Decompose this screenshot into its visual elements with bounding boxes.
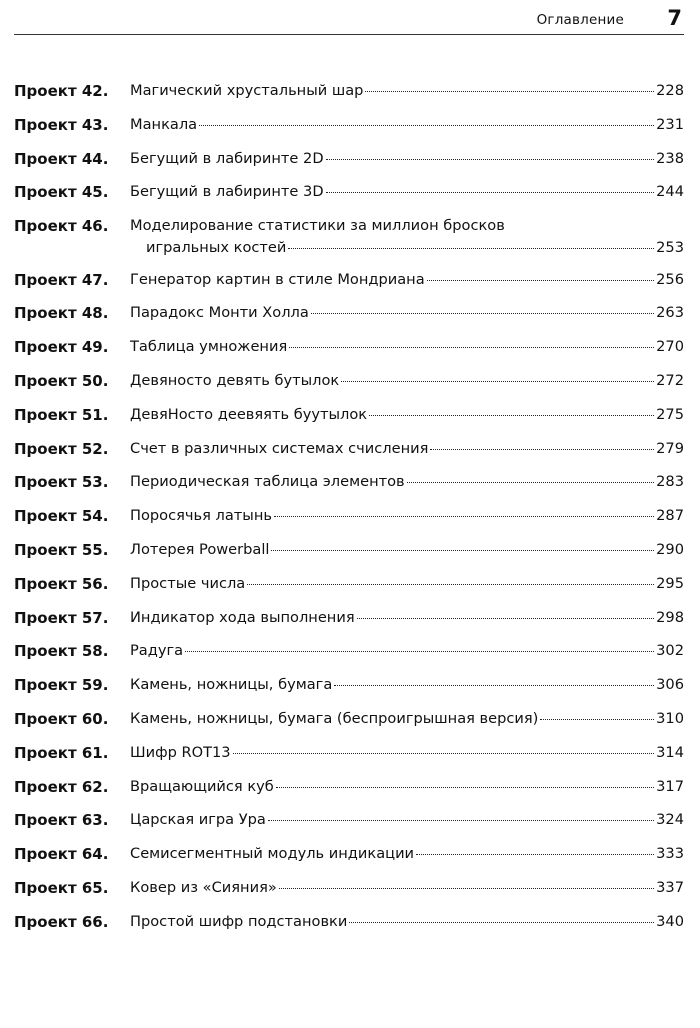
project-number: Проект 59. [14, 676, 109, 695]
entry-page-number: 283 [656, 473, 684, 491]
entry-title: Генератор картин в стиле Мондриана [130, 270, 425, 288]
toc-entry[interactable] [14, 708, 684, 730]
toc-entry[interactable] [14, 539, 684, 561]
dot-leader [247, 584, 654, 585]
dot-leader [430, 449, 654, 450]
entry-page-number: 270 [656, 338, 684, 356]
toc-entry[interactable] [14, 438, 684, 460]
toc-entry[interactable] [14, 776, 684, 798]
entry-page-number: 298 [656, 608, 684, 626]
entry-page-number: 238 [656, 149, 684, 167]
project-number: Проект 62. [14, 777, 109, 796]
entry-title: Счет в различных системах счисления [130, 439, 429, 457]
entry-page-number: 290 [656, 541, 684, 559]
dot-leader [341, 381, 654, 382]
entry-title: Бегущий в лабиринте 3D [130, 183, 324, 201]
dot-leader [276, 787, 654, 788]
project-number: Проект 60. [14, 710, 109, 729]
toc-entry[interactable] [14, 215, 684, 259]
dot-leader [268, 820, 654, 821]
toc-entry[interactable] [14, 471, 684, 493]
dot-leader [185, 651, 654, 652]
entry-page-number: 340 [656, 912, 684, 930]
entry-title-continuation: игральных костей [146, 239, 287, 257]
toc-entry[interactable] [14, 181, 684, 203]
project-number: Проект 48. [14, 304, 109, 323]
toc-entry[interactable] [14, 302, 684, 324]
toc-entry[interactable] [14, 80, 684, 102]
page-number: 7 [667, 6, 682, 30]
entry-title: Моделирование статистики за миллион бросков [130, 217, 505, 235]
dot-leader [357, 618, 655, 619]
entry-title: Простые числа [130, 574, 246, 592]
entry-title: Манкала [130, 115, 198, 133]
entry-page-number: 310 [656, 710, 684, 728]
toc-entry[interactable] [14, 505, 684, 527]
toc-entry[interactable] [14, 809, 684, 831]
toc-entry[interactable] [14, 911, 684, 933]
entry-title: Девяносто девять бутылок [130, 372, 340, 390]
toc-entry[interactable] [14, 877, 684, 899]
entry-page-number: 231 [656, 115, 684, 133]
dot-leader [288, 248, 654, 249]
entry-page-number: 279 [656, 439, 684, 457]
toc-entry[interactable] [14, 336, 684, 358]
dot-leader [369, 415, 654, 416]
entry-title: Индикатор хода выполнения [130, 608, 355, 626]
entry-page-number: 337 [656, 879, 684, 897]
entry-title: ДевяНосто деевяять буутылок [130, 405, 368, 423]
project-number: Проект 57. [14, 608, 109, 627]
project-number: Проект 64. [14, 845, 109, 864]
entry-title: Таблица умножения [130, 338, 288, 356]
dot-leader [334, 685, 654, 686]
dot-leader [427, 280, 654, 281]
entry-title: Простой шифр подстановки [130, 912, 348, 930]
entry-page-number: 253 [656, 239, 684, 257]
project-number: Проект 46. [14, 217, 109, 236]
entry-title: Лотерея Powerball [130, 541, 270, 559]
toc-entry[interactable] [14, 148, 684, 170]
entry-page-number: 272 [656, 372, 684, 390]
toc-entry[interactable] [14, 114, 684, 136]
entry-title: Семисегментный модуль индикации [130, 845, 415, 863]
entry-page-number: 324 [656, 811, 684, 829]
entry-page-number: 317 [656, 777, 684, 795]
table-of-contents [14, 80, 684, 945]
dot-leader [365, 91, 654, 92]
entry-title: Радуга [130, 642, 184, 660]
dot-leader [199, 125, 654, 126]
dot-leader [311, 313, 654, 314]
entry-title: Парадокс Монти Холла [130, 304, 309, 322]
toc-entry[interactable] [14, 607, 684, 629]
project-number: Проект 52. [14, 439, 109, 458]
project-number: Проект 42. [14, 82, 109, 100]
entry-title: Камень, ножницы, бумага (беспроигрышная версия) [130, 710, 539, 728]
entry-title: Бегущий в лабиринте 2D [130, 149, 324, 167]
entry-title: Ковер из «Сияния» [130, 879, 277, 897]
dot-leader [289, 347, 654, 348]
dot-leader [540, 719, 654, 720]
project-number: Проект 58. [14, 642, 109, 661]
dot-leader [271, 550, 654, 551]
entry-title: Вращающийся куб [130, 777, 274, 795]
page-header [14, 0, 684, 35]
dot-leader [416, 854, 654, 855]
entry-page-number: 333 [656, 845, 684, 863]
project-number: Проект 47. [14, 270, 109, 289]
dot-leader [326, 159, 655, 160]
entry-page-number: 244 [656, 183, 684, 201]
entry-page-number: 295 [656, 574, 684, 592]
toc-entry[interactable] [14, 640, 684, 662]
dot-leader [233, 753, 655, 754]
project-number: Проект 56. [14, 574, 109, 593]
project-number: Проект 45. [14, 183, 109, 202]
project-number: Проект 50. [14, 372, 109, 391]
entry-title: Шифр ROT13 [130, 743, 231, 761]
dot-leader [349, 922, 654, 923]
entry-title: Периодическая таблица элементов [130, 473, 405, 491]
project-number: Проект 49. [14, 338, 109, 357]
entry-page-number: 302 [656, 642, 684, 660]
entry-title: Царская игра Ура [130, 811, 266, 829]
toc-entry[interactable] [14, 674, 684, 696]
toc-entry[interactable] [14, 370, 684, 392]
toc-entry[interactable] [14, 843, 684, 865]
project-number: Проект 63. [14, 811, 109, 830]
entry-page-number: 263 [656, 304, 684, 322]
entry-page-number: 314 [656, 743, 684, 761]
entry-page-number: 256 [656, 270, 684, 288]
toc-entry[interactable] [14, 742, 684, 764]
project-number: Проект 53. [14, 473, 109, 492]
project-number: Проект 43. [14, 115, 109, 134]
entry-title: Камень, ножницы, бумага [130, 676, 333, 694]
entry-page-number: 287 [656, 507, 684, 525]
entry-page-number: 306 [656, 676, 684, 694]
entry-title: Поросячья латынь [130, 507, 272, 525]
entry-title: Магический хрустальный шар [130, 82, 364, 99]
toc-entry[interactable] [14, 269, 684, 291]
running-header-title: Оглавление [536, 12, 624, 28]
entry-page-number: 275 [656, 405, 684, 423]
project-number: Проект 61. [14, 743, 109, 762]
project-number: Проект 66. [14, 912, 109, 931]
dot-leader [279, 888, 654, 889]
project-number: Проект 51. [14, 405, 109, 424]
project-number: Проект 44. [14, 149, 109, 168]
entry-page-number: 228 [656, 82, 684, 99]
project-number: Проект 54. [14, 507, 109, 526]
project-number: Проект 65. [14, 879, 109, 898]
dot-leader [326, 192, 655, 193]
dot-leader [274, 516, 654, 517]
dot-leader [407, 482, 654, 483]
toc-entry[interactable] [14, 573, 684, 595]
toc-entry[interactable] [14, 404, 684, 426]
project-number: Проект 55. [14, 541, 109, 560]
